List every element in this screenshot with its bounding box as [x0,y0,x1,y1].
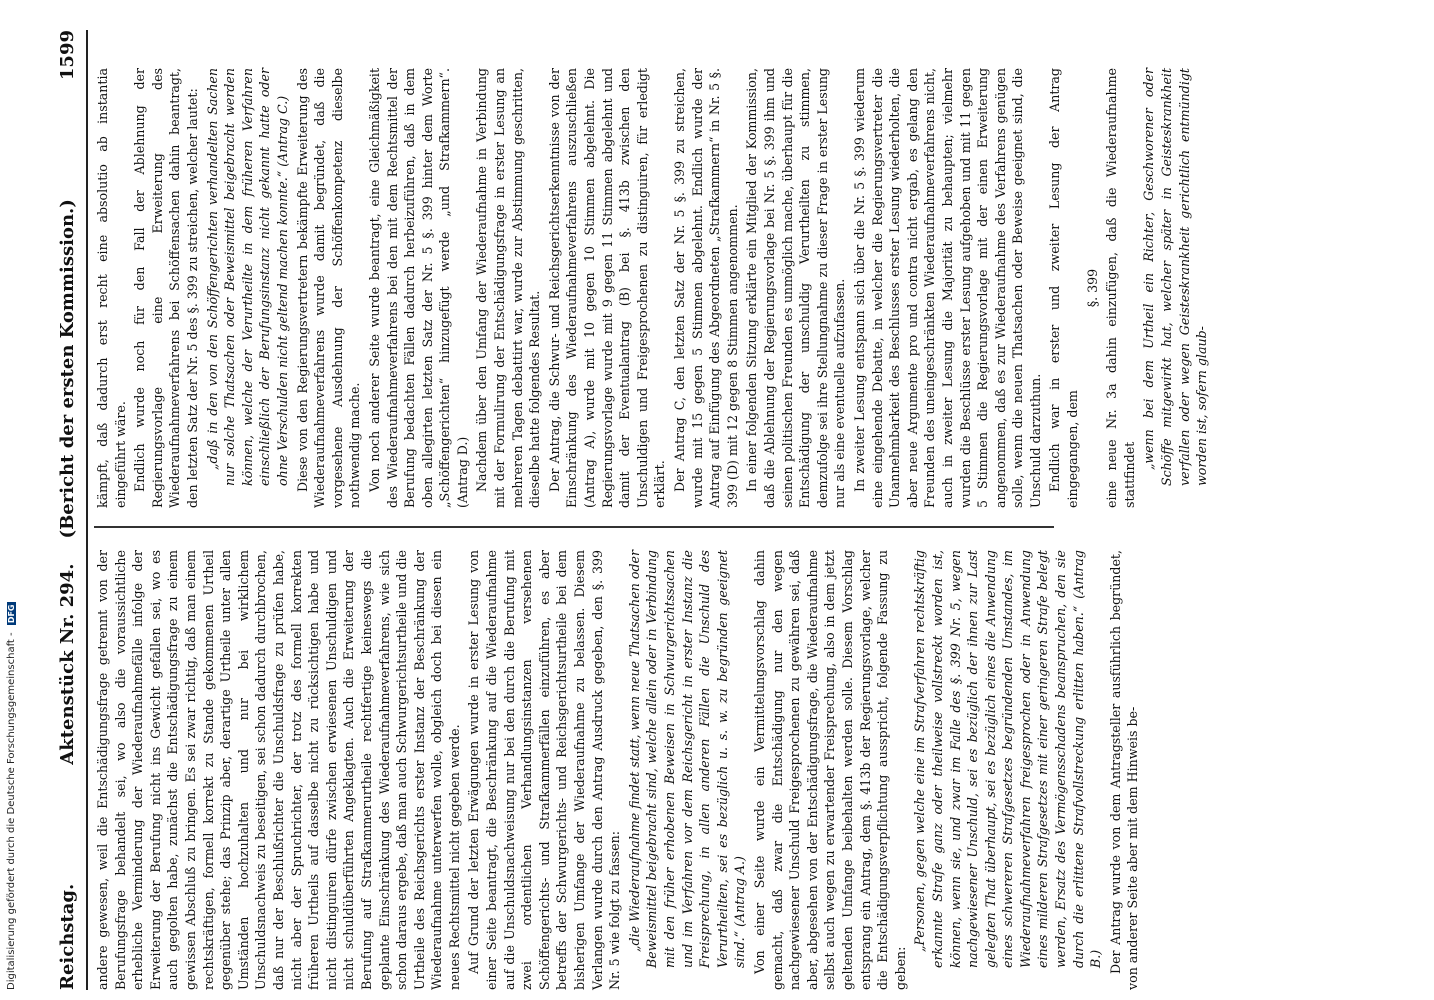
section-reference: §. 399 [1084,268,1100,308]
paragraph: Nachdem über den Umfang der Wiederaufnahme in Verbindung mit der Formulirung der Entschädigungsfrage in erster Lesung an mehreren Tagen debattirt war, wurde zur Abstimmung geschritten, dieselbe hatte folgendes Resultat. [474,68,543,508]
paragraph: Von noch anderer Seite wurde beantragt, eine Gleichmäßigkeit des Wiederaufnahmeverfahrens bei den mit dem Rechtsmittel der Berufung bedachten Fällen dadurch herbeizuführen, daß in dem oben allegirten letzten Satz der Nr. 5 §. 399 hinter dem Worte „Schöffengerichten“ hinzugefügt werde „und Strafkammern“. (Antrag D.) [366,68,470,508]
paragraph: Der Antrag wurde von dem Antragsteller ausführlich begründet, von anderer Seite aber mit dem Hinweis be- [1107,550,1141,990]
paragraph: kämpft, daß dadurch erst recht eine absolutio ab instantia eingeführt wäre. [95,68,128,508]
paragraph: In einer folgenden Sitzung erklärte ein Mitglied der Kommission, daß die Ablehnung der Regierungsvorlage bei Nr. 5 §. 399 ihm und seinen politischen Freunden es unmöglich mache, überhaupt für die Entschädigung der unschuldig Verurtheilten zu stimmen, demzufolge sei ihre Stellungnahme zu dieser Frage in erster Lesung nur als eine eventuelle aufzufassen. [744,68,848,508]
header-center: Aktenstück Nr. 294. [56,563,78,765]
right-column [94,68,1213,508]
left-column [94,550,1144,990]
header-rule [86,30,88,990]
quote-paragraph: „die Wiederaufnahme findet statt, wenn neue Thatsachen oder Beweismittel beigebracht sind, welche allein oder in Verbindung mit den früher erhobenen Beweisen in Schwurgerichtssachen und im Verfahren vor dem Reichsgericht in erster Instanz die Freisprechung, in allen anderen Fällen die Unschuld des Verurtheilten, sei es bezüglich u. s. w. zu begründen geeignet sind.“ (Antrag A.) [626,550,748,968]
paragraph: Der Antrag C, den letzten Satz der Nr. 5 §. 399 zu streichen, wurde mit 15 gegen 5 Stimmen abgelehnt. Endlich wurde der Antrag auf Einfügung des Abgeordneten „Strafkammern“ in Nr. 5 §. 399 (D) mit 12 gegen 8 Stimmen angenommen. [672,68,740,508]
paragraph: eine neue Nr. 3a dahin einzufügen, daß die Wiederaufnahme stattfindet [1104,68,1137,508]
paragraph: Endlich wurde noch für den Fall der Ablehnung der Regierungsvorlage eine Erweiterung des Wiederaufnahmeverfahrens bei Schöffensachen dahin beantragt, den letzten Satz der Nr. 5 des §. 399 zu streichen, welcher lautet: [132,68,200,508]
credit-text: Digitalisierung gefördert durch die Deutsche Forschungsgemeinschaft - [6,632,17,990]
page-number: 1599 [56,30,78,81]
quote-paragraph: „wenn bei dem Urtheil ein Richter, Geschworener oder Schöffe mitgewirkt hat, welcher später in Geisteskrankheit verfallen oder wegen Geisteskrankheit gerichtlich entmündigt worden ist, sofern glaub- [1141,68,1210,486]
paragraph: Diese von den Regierungsvertretern bekämpfte Erweiterung des Wiederaufnahmeverfahrens wurde damit begründet, daß die vorgesehene Ausdehnung der Schöffenkompetenz dieselbe nothwendig mache. [294,68,363,508]
running-header [50,30,84,990]
header-right-title: (Bericht der ersten Kommission.) [56,199,78,539]
paragraph: Endlich war in erster und zweiter Lesung der Antrag eingegangen, dem [1047,68,1081,508]
paragraph: In zweiter Lesung entspann sich über die Nr. 5 §. 399 wiederum eine eingehende Debatte, in welcher die Regierungsvertreter die Unannehmbarkeit des Beschlusses erster Lesung wiederholten, die aber neue Argumente pro und contra nicht ergab, es gelang den Freunden des uneingeschränkten Wiederaufnahmeverfahrens nicht, auch in zweiter Lesung die Majorität zu behaupten; vielmehr wurden die Beschlüsse erster Lesung aufgehoben und mit 11 gegen 5 Stimmen die Regierungsvorlage mit der einen Erweiterung angenommen, daß es zur Wiederaufnahme des Verfahrens genügen solle, wenn die neuen Thatsachen oder Beweise geeignet sind, die Unschuld darzuthun. [851,68,1043,508]
column-divider [94,526,1054,528]
rotated-page-content [50,30,1390,990]
dfg-logo: DFG [7,604,16,624]
paragraph: Von einer Seite wurde ein Vermittelungsvorschlag dahin gemacht, daß zwar die Entschädigung nur den wegen nachgewiesener Unschuld Freigesprochenen zu gewähren sei, daß aber, abgesehen von der Entschädigungsfrage, die Wiederaufnahme selbst auch wegen zu erwartender Freisprechung, also in dem jetzt geltenden Umfange beibehalten werden solle. Diesem Vorschlag entsprang ein Antrag, dem §. 413b der Regierungsvorlage, welcher die Entschädigungsverpflichtung ausspricht, folgende Fassung zu geben: [751,550,908,990]
digitization-credit [6,603,17,991]
paragraph: andere gewesen, weil die Entschädigungsfrage getrennt von der Berufungsfrage behandelt sei, wo also die voraussichtliche erhebliche Verminderung der Wiederaufnahmefälle infolge der Erweiterung der Berufung nicht ins Gewicht gefallen sei, wo es auch gegolten habe, zunächst die Entschädigungsfrage zu einem gewissen Abschluß zu bringen. Es sei zwar richtig, daß man einem rechtskräftigen, formell korrekt zu Stande gekommenen Urtheil gegenüber stehe; das Prinzip aber, derartige Urtheile unter allen Umständen hochzuhalten und nur bei wirklichem Unschuldsnachweis zu beseitigen, sei schon dadurch durchbrochen, daß nur der Beschlußrichter die Unschuldsfrage zu prüfen habe, nicht aber der Spruchrichter, der trotz des formell korrekten früheren Urtheils auf dasselbe nicht zu rücksichtigen habe und nicht distinguiren dürfe zwischen erwiesenen Unschuldigen und nicht schuldüberführten Angeklagten. Auch die Erweiterung der Berufung auf Strafkammerurtheile rechtfertige keineswegs die geplante Einschränkung des Wiederaufnahmeverfahrens, wie sich schon daraus ergebe, daß man auch Schwurgerichtsurtheile und die Urtheile des Reichsgerichts erster Instanz der Beschränkung der Wiederaufnahme unterwerfen wolle, obgleich doch bei diesen ein neues Rechtsmittel nicht gegeben werde. [95,550,462,990]
paragraph: Auf Grund der letzten Erwägungen wurde in erster Lesung von einer Seite beantragt, die Beschränkung auf die Wiederaufnahme auf die Unschuldsnachweisung nur bei den durch die Berufung mit zwei ordentlichen Verhandlungsinstanzen versehenen Schöffengerichts- und Strafkammerfällen einzuführen, es aber betreffs der Schwurgerichts- und Reichsgerichtsurtheile bei dem bisherigen Umfange der Wiederaufnahme zu belassen. Diesem Verlangen wurde durch den Antrag Ausdruck gegeben, den §. 399 Nr. 5 wie folgt zu fassen: [466,550,623,990]
quote-paragraph: „daß in den von den Schöffengerichten verhandelten Sachen nur solche Thatsachen oder Beweismittel beigebracht werden können, welche der Verurtheilte in dem früheren Verfahren einschließlich der Berufungsinstanz nicht gekannt hatte oder ohne Verschulden nicht geltend machen konnte.“ (Antrag C.) [204,68,290,486]
paragraph: Der Antrag, die Schwur- und Reichsgerichtserkenntnisse von der Einschränkung des Wiederaufnahmeverfahrens auszuschließen (Antrag A), wurde mit 10 gegen 10 Stimmen abgelehnt. Die Regierungsvorlage wurde mit 9 gegen 11 Stimmen abgelehnt und damit der Eventualantrag (B) bei §. 413b zwischen den Unschuldigen und Freigesprochenen zu distinguiren, für erledigt erklärt. [546,68,668,508]
header-left: Reichstag. [56,883,78,990]
quote-paragraph: „Personen, gegen welche eine im Strafverfahren rechtskräftig erkannte Strafe ganz oder theilweise vollstreckt worden ist, können, wenn sie, und zwar im Falle des §. 399 Nr. 5, wegen nachgewiesener Unschuld, sei es bezüglich der ihnen zur Last gelegten That überhaupt, sei es bezüglich eines die Anwendung eines schwereren Strafgesetzes begründenden Umstandes, im Wiederaufnahmeverfahren freigesprochen oder in Anwendung eines milderen Strafgesetzes mit einer geringeren Strafe belegt werden, Ersatz des Vermögensschadens beanspruchen, den sie durch die erlittene Strafvollstreckung erlitten haben.“ (Antrag B.) [912,550,1104,968]
